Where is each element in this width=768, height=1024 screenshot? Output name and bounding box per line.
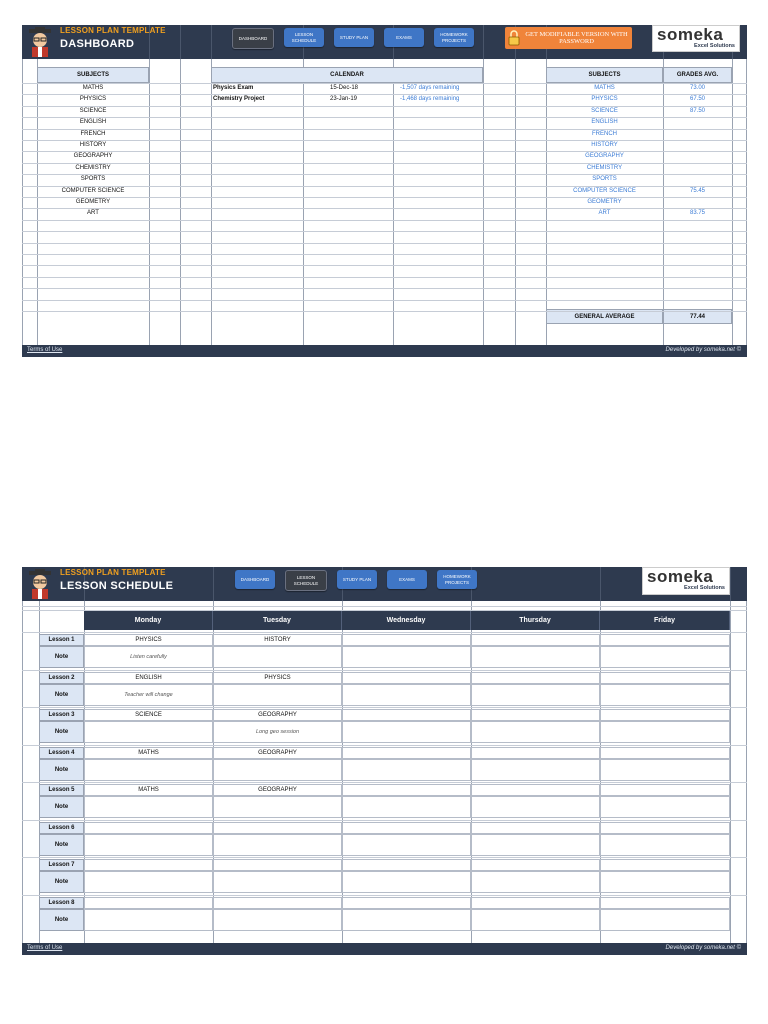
day-header-tuesday: Tuesday <box>213 611 342 630</box>
lesson-label: Lesson 8 <box>39 897 84 909</box>
lesson-cell[interactable]: GEOGRAPHY <box>213 747 342 759</box>
note-cell[interactable] <box>213 871 342 893</box>
note-label: Note <box>39 909 84 931</box>
grid-line <box>22 782 747 783</box>
note-label: Note <box>39 871 84 893</box>
note-cell[interactable] <box>342 646 471 668</box>
promo-label: GET MODIFIABLE VERSION WITH PASSWORD <box>525 30 628 45</box>
dashboard-sheet <box>22 25 747 357</box>
note-label: Note <box>39 721 84 743</box>
grid-line <box>22 151 747 152</box>
grade-subject: GEOMETRY <box>587 199 622 205</box>
lesson-cell[interactable] <box>600 634 730 646</box>
lesson-cell[interactable]: MATHS <box>84 784 213 796</box>
lesson-cell[interactable] <box>213 859 342 871</box>
grade-average: 73.00 <box>689 85 705 91</box>
grade-subject: ENGLISH <box>591 119 618 126</box>
nav-homework-projects-button[interactable]: HOMEWORK PROJECTS <box>437 570 477 589</box>
note-cell[interactable] <box>600 871 730 893</box>
lesson-label: Lesson 2 <box>39 672 84 684</box>
note-cell[interactable] <box>342 834 471 856</box>
note-label: Note <box>39 834 84 856</box>
note-cell[interactable] <box>471 646 600 668</box>
calendar-event: Physics Exam <box>213 85 254 91</box>
lesson-cell[interactable] <box>471 859 600 871</box>
grid-line <box>22 83 747 84</box>
subject-item: MATHS <box>82 85 104 91</box>
note-cell[interactable] <box>600 759 730 781</box>
calendar-remaining: -1,468 days remaining <box>400 96 460 103</box>
grid-line <box>22 895 747 896</box>
grid-line <box>22 288 747 289</box>
calendar-remaining: -1,507 days remaining <box>400 85 460 91</box>
developed-by-text: Developed by someka.net © <box>665 945 741 951</box>
note-cell[interactable] <box>342 759 471 781</box>
note-cell[interactable] <box>84 759 213 781</box>
nav-bar <box>232 28 474 49</box>
grade-average: 83.75 <box>689 210 705 217</box>
lesson-cell[interactable] <box>213 822 342 834</box>
lesson-label: Lesson 1 <box>39 634 84 646</box>
lesson-label: Lesson 7 <box>39 859 84 871</box>
grade-subject: PHYSICS <box>591 96 618 103</box>
note-cell[interactable] <box>84 871 213 893</box>
someka-logo[interactable] <box>652 25 740 52</box>
dashboard-header <box>22 25 747 59</box>
lesson-label: Lesson 4 <box>39 747 84 759</box>
terms-of-use-link[interactable]: Terms of Use <box>27 945 63 951</box>
lesson-cell[interactable] <box>600 859 730 871</box>
page-title: DASHBOARD <box>60 38 135 50</box>
lesson-cell[interactable]: PHYSICS <box>84 634 213 646</box>
grid-line <box>22 707 747 708</box>
note-cell[interactable] <box>471 909 600 931</box>
lesson-cell[interactable] <box>342 784 471 796</box>
someka-logo[interactable] <box>642 567 730 595</box>
lesson-cell[interactable]: SCIENCE <box>84 709 213 721</box>
lesson-label: Lesson 3 <box>39 709 84 721</box>
teacher-mascot-icon <box>26 569 54 599</box>
lesson-cell[interactable] <box>471 897 600 909</box>
lesson-cell[interactable] <box>471 672 600 684</box>
get-modifiable-version-button[interactable] <box>505 27 632 49</box>
lesson-cell[interactable] <box>600 747 730 759</box>
note-cell[interactable] <box>471 834 600 856</box>
logo-tagline: Excel Solutions <box>684 585 725 591</box>
note-cell[interactable] <box>213 796 342 818</box>
nav-lesson-schedule-button[interactable]: LESSON SCHEDULE <box>284 28 324 47</box>
lesson-cell[interactable]: PHYSICS <box>213 672 342 684</box>
subjects-header: SUBJECTS <box>37 67 149 83</box>
lesson-cell[interactable]: HISTORY <box>213 634 342 646</box>
lock-icon <box>508 30 520 46</box>
lesson-label: Lesson 6 <box>39 822 84 834</box>
lesson-cell[interactable] <box>342 672 471 684</box>
lesson-cell[interactable] <box>342 859 471 871</box>
lesson-cell[interactable] <box>84 822 213 834</box>
grid-line <box>22 186 747 187</box>
note-cell[interactable] <box>84 834 213 856</box>
grid-line <box>22 243 747 244</box>
grid-line <box>22 129 747 130</box>
grid-line <box>22 745 747 746</box>
subject-item: GEOMETRY <box>75 199 111 205</box>
lesson-cell[interactable] <box>471 634 600 646</box>
note-cell[interactable] <box>600 721 730 743</box>
grid-line <box>22 174 747 175</box>
grid-line <box>22 254 747 255</box>
grade-subject: CHEMISTRY <box>586 164 623 171</box>
nav-exams-button[interactable]: EXAMS <box>387 570 427 589</box>
subject-item: SPORTS <box>80 176 106 183</box>
subject-item: PHYSICS <box>79 96 107 103</box>
note-cell[interactable] <box>600 834 730 856</box>
grid-line <box>22 311 747 312</box>
note-cell[interactable] <box>213 646 342 668</box>
subject-item: ENGLISH <box>79 119 107 126</box>
lesson-cell[interactable] <box>600 784 730 796</box>
note-cell[interactable] <box>471 721 600 743</box>
grid-line <box>22 231 747 232</box>
lesson-label: Lesson 5 <box>39 784 84 796</box>
lesson-cell[interactable]: GEOGRAPHY <box>213 784 342 796</box>
note-cell[interactable] <box>213 909 342 931</box>
lesson-cell[interactable] <box>471 822 600 834</box>
grid-line <box>22 208 747 209</box>
lesson-cell[interactable] <box>84 859 213 871</box>
note-label: Note <box>39 646 84 668</box>
grade-subject: MATHS <box>594 85 615 91</box>
terms-of-use-link[interactable]: Terms of Use <box>27 347 63 353</box>
schedule-grid <box>22 601 747 943</box>
template-title: LESSON PLAN TEMPLATE <box>60 568 166 577</box>
subject-item: COMPUTER SCIENCE <box>61 187 125 194</box>
calendar-date: 23-Jan-19 <box>330 96 358 103</box>
grade-subject: ART <box>598 210 611 217</box>
note-cell[interactable] <box>213 834 342 856</box>
lesson-cell[interactable] <box>84 897 213 909</box>
note-cell[interactable] <box>84 909 213 931</box>
grade-subject: SCIENCE <box>591 107 618 114</box>
lesson-cell[interactable] <box>342 897 471 909</box>
schedule-header <box>22 567 747 601</box>
nav-homework-projects-button[interactable]: HOMEWORK PROJECTS <box>434 28 474 47</box>
note-cell[interactable] <box>600 684 730 706</box>
dashboard-grid <box>22 59 747 345</box>
teacher-mascot-icon <box>26 27 54 57</box>
grades-subjects-header: SUBJECTS <box>546 67 663 83</box>
grid-line <box>22 163 747 164</box>
subject-item: FRENCH <box>80 130 106 137</box>
general-average-label: GENERAL AVERAGE <box>546 309 663 324</box>
lesson-cell[interactable] <box>600 709 730 721</box>
lesson-cell[interactable] <box>213 897 342 909</box>
grid-line <box>22 857 747 858</box>
day-header-monday: Monday <box>84 611 213 630</box>
note-cell[interactable] <box>471 796 600 818</box>
note-cell[interactable] <box>342 721 471 743</box>
grade-subject: HISTORY <box>591 142 618 148</box>
schedule-footer <box>22 943 747 955</box>
day-header-wednesday: Wednesday <box>342 611 471 630</box>
note-cell[interactable] <box>84 796 213 818</box>
note-cell[interactable] <box>471 871 600 893</box>
note-cell[interactable] <box>342 684 471 706</box>
logo-name: someka <box>657 25 724 44</box>
dashboard-footer <box>22 345 747 357</box>
subject-item: SCIENCE <box>79 107 107 114</box>
template-title: LESSON PLAN TEMPLATE <box>60 26 166 35</box>
calendar-date: 15-Dec-18 <box>330 85 359 91</box>
grid-line <box>22 670 747 671</box>
note-label: Note <box>39 684 84 706</box>
nav-study-plan-button[interactable]: STUDY PLAN <box>337 570 377 589</box>
note-cell[interactable] <box>471 759 600 781</box>
note-cell[interactable]: Listen carefully <box>84 646 213 668</box>
grid-line <box>22 300 747 301</box>
grade-subject: FRENCH <box>592 130 617 137</box>
note-cell[interactable] <box>342 871 471 893</box>
note-cell[interactable] <box>600 909 730 931</box>
nav-lesson-schedule-button[interactable]: LESSON SCHEDULE <box>285 570 327 591</box>
note-cell[interactable]: Teacher will change <box>84 684 213 706</box>
page-title: LESSON SCHEDULE <box>60 580 174 592</box>
calendar-event: Chemistry Project <box>213 96 265 103</box>
calendar-header: CALENDAR <box>211 67 483 83</box>
lesson-cell[interactable] <box>600 897 730 909</box>
lesson-cell[interactable] <box>471 784 600 796</box>
note-cell[interactable] <box>600 796 730 818</box>
subject-item: ART <box>87 210 99 217</box>
subject-item: GEOGRAPHY <box>73 153 113 160</box>
nav-exams-button[interactable]: EXAMS <box>384 28 424 47</box>
grade-subject: SPORTS <box>592 176 617 183</box>
grid-line <box>22 277 747 278</box>
general-average-value: 77.44 <box>663 309 732 324</box>
lesson-cell[interactable] <box>471 709 600 721</box>
grid-line <box>22 632 747 633</box>
lesson-cell[interactable] <box>600 672 730 684</box>
grid-line <box>22 606 747 607</box>
grades-avg-header: GRADES AVG. <box>663 67 732 83</box>
grade-subject: GEOGRAPHY <box>585 153 624 160</box>
lesson-cell[interactable]: MATHS <box>84 747 213 759</box>
nav-dashboard-button[interactable]: DASHBOARD <box>235 570 275 589</box>
logo-tagline: Excel Solutions <box>694 43 735 49</box>
grid-line <box>22 265 747 266</box>
note-label: Note <box>39 759 84 781</box>
nav-dashboard-button[interactable]: DASHBOARD <box>232 28 274 49</box>
grid-line <box>22 94 747 95</box>
note-cell[interactable] <box>600 646 730 668</box>
lesson-cell[interactable] <box>600 822 730 834</box>
note-cell[interactable]: Long geo session <box>213 721 342 743</box>
grid-line <box>22 140 747 141</box>
grade-average: 67.50 <box>689 96 705 103</box>
note-cell[interactable] <box>213 759 342 781</box>
grid-line <box>22 820 747 821</box>
lesson-cell[interactable]: ENGLISH <box>84 672 213 684</box>
note-cell[interactable] <box>342 796 471 818</box>
subject-item: CHEMISTRY <box>75 164 111 171</box>
lesson-cell[interactable] <box>342 709 471 721</box>
nav-study-plan-button[interactable]: STUDY PLAN <box>334 28 374 47</box>
lesson-cell[interactable] <box>342 822 471 834</box>
lesson-cell[interactable] <box>342 634 471 646</box>
note-cell[interactable] <box>471 684 600 706</box>
grid-line <box>22 220 747 221</box>
developed-by-text: Developed by someka.net © <box>665 347 741 353</box>
nav-bar <box>235 570 477 591</box>
grade-average: 75.45 <box>689 187 705 194</box>
grid-line <box>22 117 747 118</box>
note-cell[interactable] <box>342 909 471 931</box>
note-label: Note <box>39 796 84 818</box>
logo-name: someka <box>647 567 714 586</box>
lesson-cell[interactable]: GEOGRAPHY <box>213 709 342 721</box>
lesson-cell[interactable] <box>342 747 471 759</box>
day-header-friday: Friday <box>600 611 730 630</box>
grade-subject: COMPUTER SCIENCE <box>573 187 636 194</box>
grid-line <box>22 197 747 198</box>
lesson-cell[interactable] <box>471 747 600 759</box>
note-cell[interactable] <box>84 721 213 743</box>
grid-line <box>22 106 747 107</box>
schedule-sheet <box>22 567 747 957</box>
day-header-thursday: Thursday <box>471 611 600 630</box>
subject-item: HISTORY <box>79 142 107 148</box>
note-cell[interactable] <box>213 684 342 706</box>
grade-average: 87.50 <box>689 107 705 114</box>
